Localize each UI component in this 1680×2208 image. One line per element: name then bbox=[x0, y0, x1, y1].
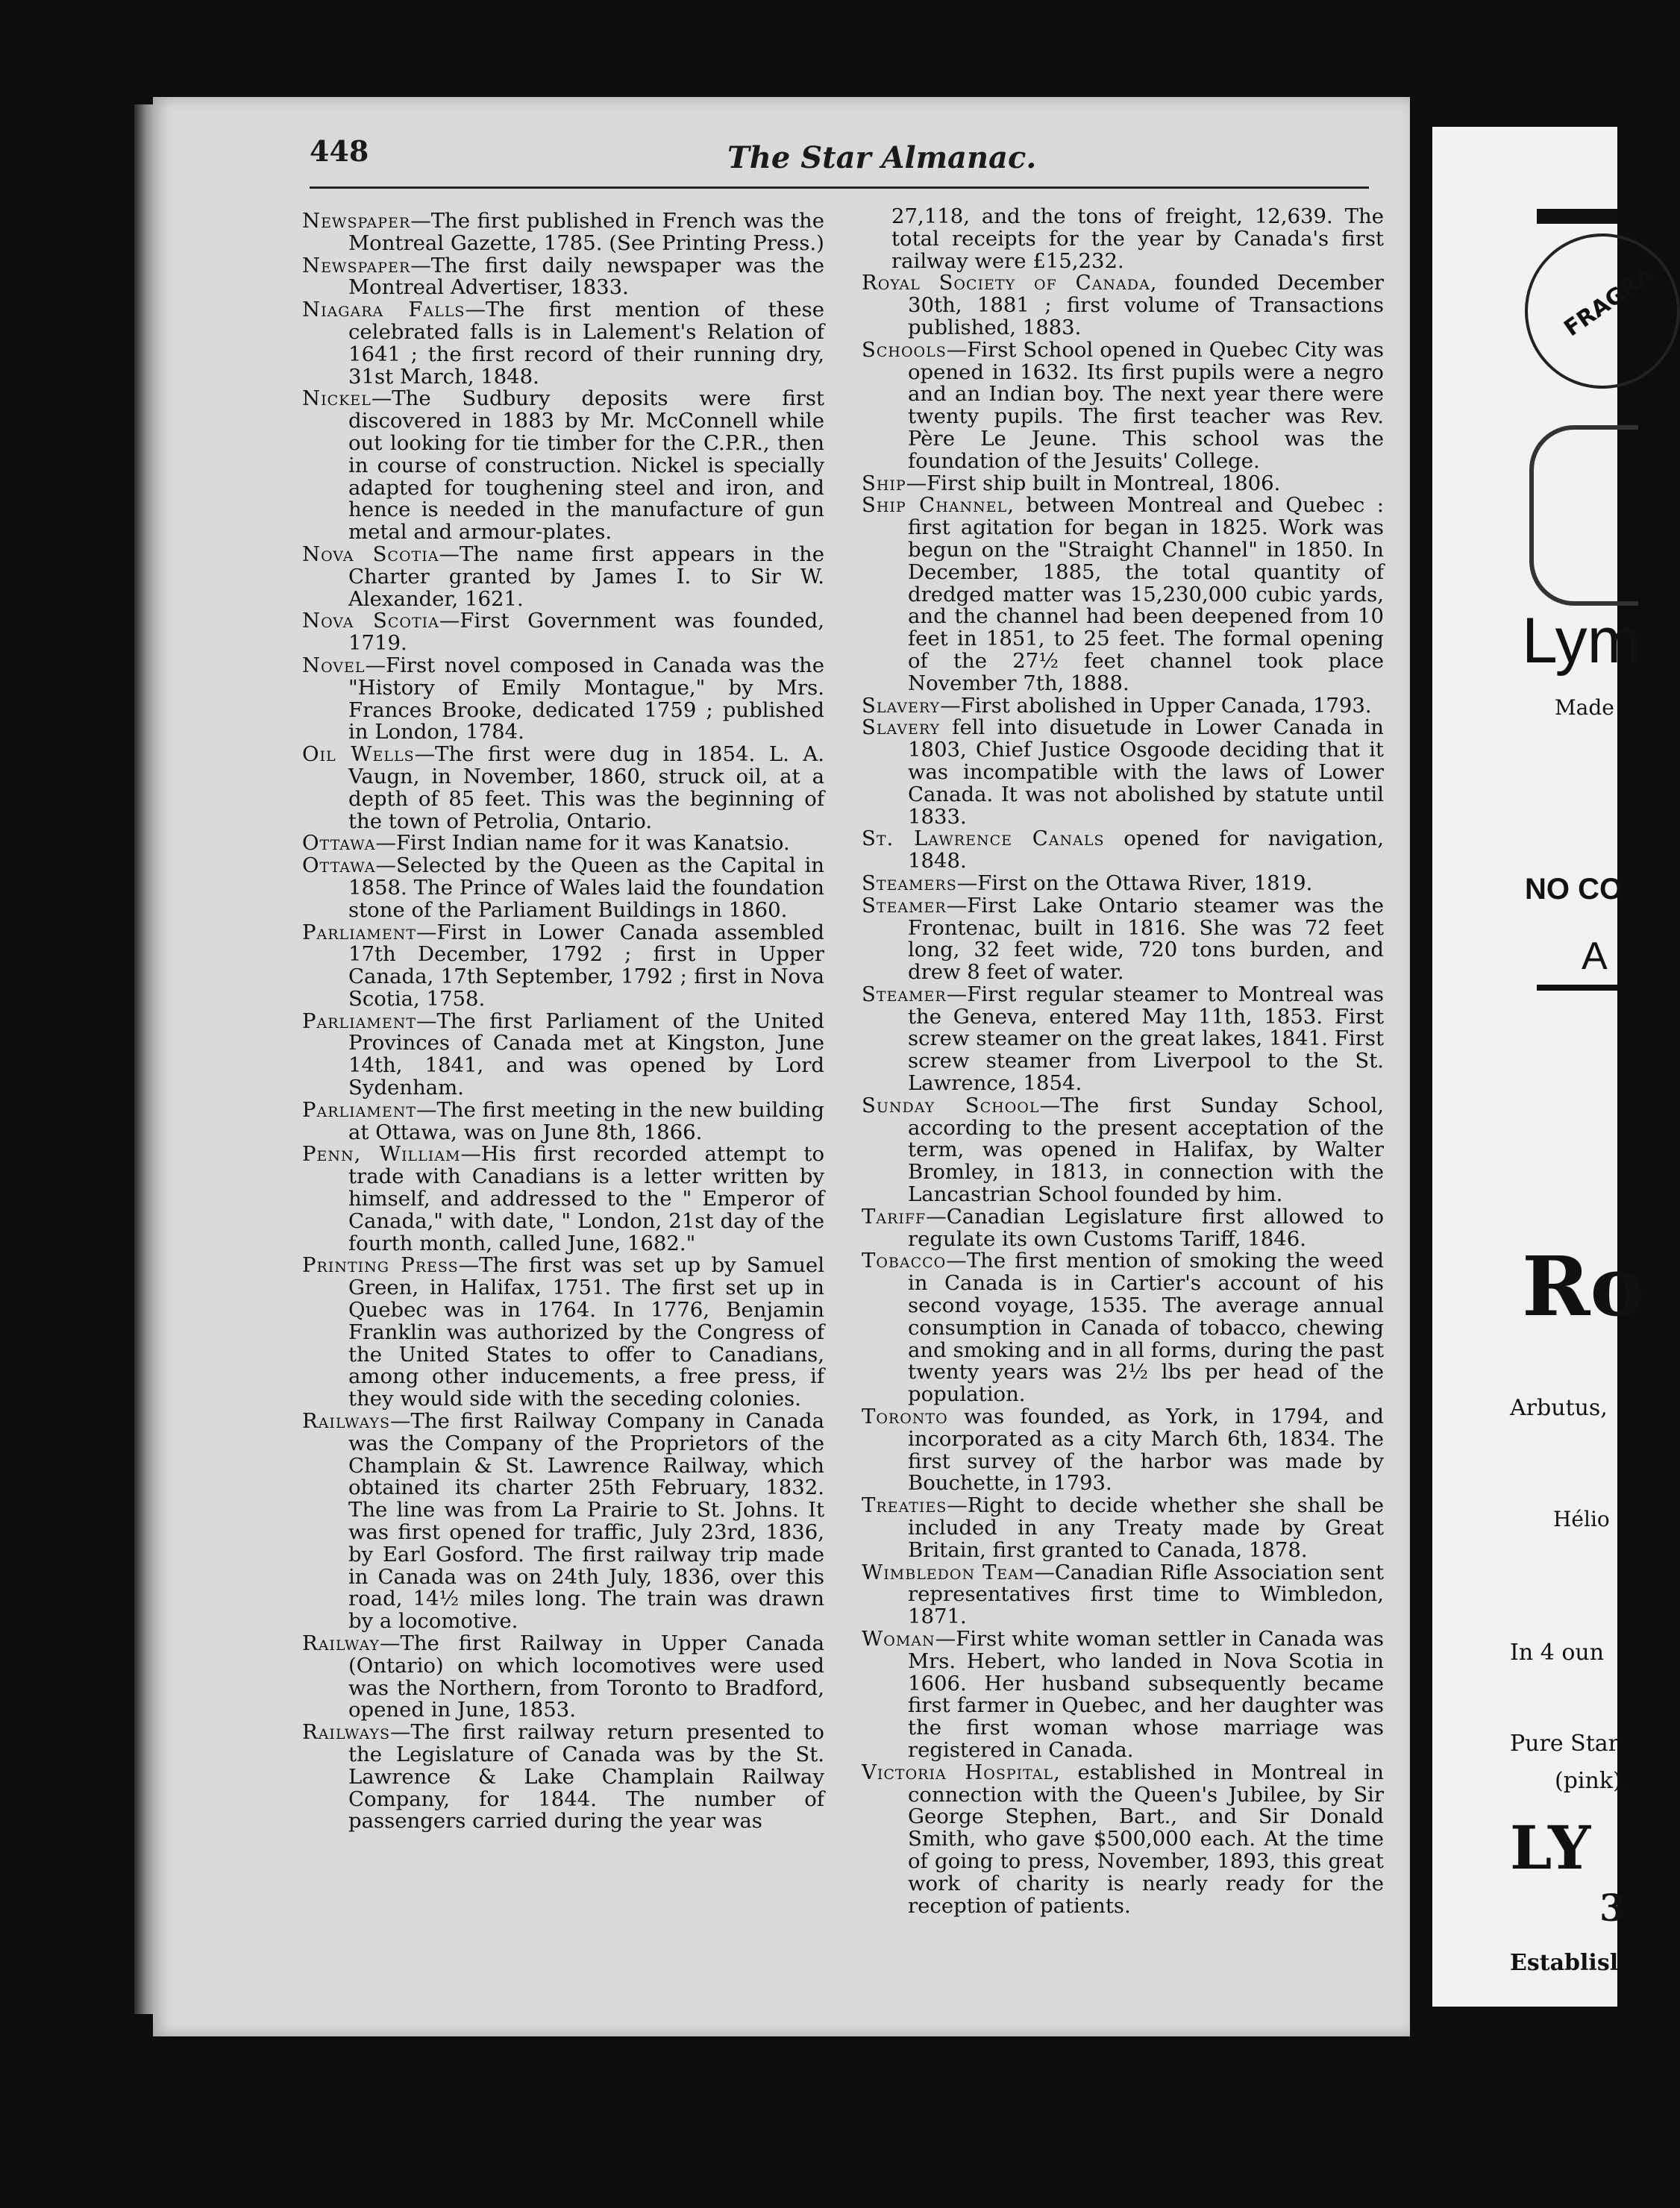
entry-term: Nova Scotia bbox=[302, 609, 439, 633]
entry-text: —First Lake Ontario steamer was the Frontenac, built in 1816. She was 72 feet long, 32 feet wide, 720 tons burden, and drew 8 feet of water. bbox=[908, 893, 1384, 985]
entry-term: Ottawa bbox=[302, 831, 376, 856]
entry-text: —First in Lower Canada assembled 17th December, 1792 ; first in Upper Canada, 17th September, 1792 ; first in Nova Scotia, 1758. bbox=[348, 920, 824, 1011]
pink-line: (pink), bbox=[1555, 1768, 1629, 1794]
entry-text: —The first daily newspaper was the Montreal Advertiser, 1833. bbox=[348, 253, 824, 300]
adjacent-page bbox=[1432, 127, 1659, 2007]
almanac-entry bbox=[302, 610, 824, 655]
entry-text: —First abolished in Upper Canada, 1793. bbox=[940, 693, 1372, 718]
entry-term: Slavery bbox=[862, 715, 941, 740]
entry-text: —The first Sunday School, according to the present acceptation of the term, was opened in Halifax, by Walter Bromley, in 1813, in connection with the Lancastrian School founded by him. bbox=[908, 1093, 1384, 1207]
almanac-entry bbox=[302, 1633, 824, 1722]
entry-text: fell into disuetude in Lower Canada in 1803, Chief Justice Osgoode deciding that it was incompatible with the laws of Lower Canada. It was not abolished by statute until 1833. bbox=[908, 715, 1384, 829]
entry-term: Wimbledon Team bbox=[862, 1560, 1035, 1584]
decorative-emblem bbox=[1529, 425, 1638, 606]
almanac-entry bbox=[302, 832, 824, 855]
entry-text: , between Montreal and Quebec : first agitation for began in 1825. Work was begun on the "Straight Channel" in 1850. In December, 1885, the total quantity of dredged matter was 15,230,000 cubic yards, and the channel had been deepened from 10 feet in 1851, to 25 feet. The formal opening of the 27½ feet channel took place November 7th, 1888. bbox=[908, 493, 1384, 695]
entry-text: —Right to decide whether she shall be included in any Treaty made by Great Britain, first granted to Canada, 1878. bbox=[908, 1493, 1384, 1562]
left-column bbox=[302, 210, 824, 1833]
entry-text: , founded December 30th, 1881 ; first volume of Transactions published, 1883. bbox=[908, 271, 1384, 339]
entry-text: —The name first appears in the Charter granted by James I. to Sir W. Alexander, 1621. bbox=[348, 542, 825, 611]
entry-term: Tariff bbox=[862, 1204, 927, 1229]
entry-term: Ottawa bbox=[302, 853, 376, 878]
entry-term: Railways bbox=[302, 1720, 390, 1745]
almanac-entry bbox=[302, 655, 824, 744]
almanac-entry bbox=[862, 695, 1384, 718]
entry-term: Railways bbox=[302, 1409, 390, 1434]
pure-star-line: Pure Star bbox=[1510, 1731, 1619, 1757]
top-rule bbox=[1537, 209, 1617, 224]
brand-name-partial: Lym bbox=[1522, 605, 1641, 677]
entry-term: Steamer bbox=[862, 982, 947, 1006]
almanac-entry bbox=[302, 1097, 824, 1144]
right-column bbox=[862, 206, 1384, 1917]
almanac-entry bbox=[862, 495, 1384, 694]
entry-text: —First ship built in Montreal, 1806. bbox=[906, 471, 1281, 495]
almanac-entry bbox=[862, 1095, 1384, 1206]
entry-text: —First on the Ottawa River, 1819. bbox=[956, 871, 1313, 895]
entry-term: Newspaper bbox=[302, 253, 411, 277]
a-line: A bbox=[1582, 935, 1608, 978]
entry-term: Tobacco bbox=[862, 1249, 947, 1273]
almanac-entry bbox=[862, 1406, 1384, 1495]
established-line: Establisl bbox=[1510, 1950, 1619, 1976]
entry-text: —The first was set up by Samuel Green, in Halifax, 1751. The first set up in Quebec was in 1764. In 1776, Benjamin Franklin was authorized by the Congress of the United States to offer to Canadians, among other inducements, a free press, if they would side with the seceding colonies. bbox=[348, 1253, 824, 1411]
almanac-entry bbox=[302, 210, 824, 255]
entry-text: was founded, as York, in 1794, and incorporated as a city March 6th, 1834. The first survey of the harbor was made by Bouchette, in 1793. bbox=[908, 1405, 1384, 1496]
entry-text: —The Sudbury deposits were first discovered in 1883 by Mr. McConnell while out looking for tie timber for the C.P.R., then in course of construction. Nickel is specially adapted for toughening steel and iron, and hence is needed in the manufacture of gun metal and armour-plates. bbox=[348, 386, 824, 545]
almanac-entry bbox=[862, 1762, 1384, 1918]
almanac-entry bbox=[302, 388, 824, 544]
almanac-entry bbox=[862, 984, 1384, 1095]
entry-term: Steamers bbox=[862, 871, 957, 895]
entry-term: Nova Scotia bbox=[302, 542, 439, 566]
entry-term: Ship bbox=[862, 471, 906, 495]
entry-term: Steamer bbox=[862, 893, 947, 918]
almanac-entry bbox=[862, 1206, 1384, 1251]
entry-term: Treaties bbox=[862, 1493, 947, 1518]
almanac-entry bbox=[302, 1011, 824, 1100]
almanac-entry bbox=[862, 339, 1384, 473]
entry-text: —Canadian Legislature first allowed to regulate its own Customs Tariff, 1846. bbox=[908, 1204, 1384, 1251]
almanac-entry bbox=[302, 855, 824, 921]
entry-term: Toronto bbox=[862, 1405, 948, 1429]
entry-term: Printing Press bbox=[302, 1253, 459, 1278]
almanac-entry bbox=[302, 1144, 824, 1255]
almanac-entry bbox=[302, 922, 824, 1011]
entry-text: —First Indian name for it was Kanatsio. bbox=[375, 831, 790, 856]
entry-text: —The first mention of smoking the weed in Canada is in Cartier's account of his second voyage, 1535. The average annual consumption in Canada of tobacco, chewing and smoking and in all forms, during the past twenty years was 2½ lbs per head of the population. bbox=[908, 1249, 1384, 1407]
helio-line: Hélio bbox=[1553, 1507, 1610, 1531]
entry-text: , established in Montreal in connection with the Queen's Jubilee, by Sir George Stephen, Bart., and Sir Donald Smith, who gave $500,000 each. At the time of going to press, November, 1893, this great work of charity is nearly ready for the reception of patients. bbox=[908, 1760, 1384, 1918]
entry-text: —The first mention of these celebrated falls is in Lalement's Relation of 1641 ; the first record of their running dry, 31st March, 1848. bbox=[348, 298, 824, 389]
almanac-entry bbox=[862, 895, 1384, 984]
entry-text: —The first Railway Company in Canada was the Company of the Proprietors of the Champlain & St. Lawrence Railway, which obtained its charter 25th February, 1832. The line was from La Prairie to St. Johns. It was first opened for traffic, July 23rd, 1836, by Earl Gosford. The first railway trip made in Canada was on 24th July, 1836, over this road, 14½ miles long. The train was drawn by a locomotive. bbox=[348, 1409, 824, 1634]
entry-text: —Canadian Rifle Association sent representatives first time to Wimbledon, 1871. bbox=[908, 1560, 1384, 1629]
almanac-entry bbox=[862, 1628, 1384, 1762]
almanac-entry bbox=[862, 828, 1384, 873]
entry-text: —First Government was founded, 1719. bbox=[348, 609, 824, 656]
almanac-entry bbox=[862, 272, 1384, 339]
almanac-entry bbox=[862, 473, 1384, 495]
entry-text: —First novel composed in Canada was the "History of Emily Montague," by Mrs. Frances Brooke, dedicated 1759 ; published in London, 1784. bbox=[348, 653, 824, 744]
made-line: Made bbox=[1555, 695, 1614, 720]
entry-text: —The first published in French was the Montreal Gazette, 1785. (See Printing Press.) bbox=[348, 209, 824, 255]
seal-text: FRAGRA bbox=[1559, 261, 1659, 342]
almanac-entry bbox=[302, 744, 824, 832]
entry-term: Royal Society of Canada bbox=[862, 271, 1150, 295]
almanac-entry bbox=[862, 206, 1384, 272]
almanac-entry bbox=[302, 1255, 824, 1411]
entry-term: Slavery bbox=[862, 693, 941, 718]
running-title: The Star Almanac. bbox=[727, 140, 1037, 175]
page-number: 448 bbox=[310, 134, 369, 168]
seal-emblem bbox=[1525, 233, 1680, 389]
almanac-entry bbox=[302, 299, 824, 388]
entry-term: Ship Channel bbox=[862, 493, 1008, 518]
three-line: 3 bbox=[1599, 1886, 1626, 1930]
entry-text: —First regular steamer to Montreal was the Geneva, entered May 11th, 1853. First screw steamer on the great lakes, 1841. First screw steamer from Liverpool to the St. Lawrence, 1854. bbox=[908, 982, 1384, 1096]
entry-term: Schools bbox=[862, 337, 947, 362]
almanac-entry bbox=[862, 717, 1384, 828]
entry-text: —The first meeting in the new building at Ottawa, was on June 8th, 1866. bbox=[348, 1097, 824, 1144]
almanac-entry bbox=[302, 255, 824, 300]
entry-term: Sunday School bbox=[862, 1093, 1040, 1117]
divider-rule bbox=[1537, 985, 1617, 991]
almanac-entry bbox=[302, 1411, 824, 1633]
page-header bbox=[310, 134, 1369, 189]
entry-term: Nickel bbox=[302, 386, 372, 411]
entry-text: opened for navigation, 1848. bbox=[908, 827, 1384, 874]
almanac-entry bbox=[862, 1495, 1384, 1561]
ly-heading: LY bbox=[1510, 1813, 1591, 1883]
almanac-page bbox=[153, 97, 1410, 2036]
entry-term: Novel bbox=[302, 653, 366, 677]
ro-heading: Ro bbox=[1522, 1238, 1645, 1334]
entry-term: Penn, William bbox=[302, 1142, 461, 1167]
entry-term: Railway bbox=[302, 1631, 380, 1655]
almanac-entry bbox=[862, 1250, 1384, 1406]
entry-text: —Selected by the Queen as the Capital in 1858. The Prince of Wales laid the foundation stone of the Parliament Buildings in 1860. bbox=[348, 853, 824, 922]
ounces-line: In 4 oun bbox=[1510, 1640, 1605, 1666]
entry-term: Niagara Falls bbox=[302, 298, 466, 322]
notice-line: NO CO bbox=[1525, 873, 1623, 906]
entry-term: Victoria Hospital bbox=[862, 1760, 1054, 1784]
almanac-entry bbox=[862, 873, 1384, 895]
entry-term: St. Lawrence Canals bbox=[862, 827, 1105, 851]
entry-term: Woman bbox=[862, 1627, 935, 1651]
entry-term: Parliament bbox=[302, 1097, 416, 1122]
entry-term: Parliament bbox=[302, 1009, 416, 1033]
entry-text: —First white woman settler in Canada was Mrs. Hebert, who landed in Nova Scotia in 1606. Her husband subsequently became first farmer in Quebec, and her daughter was the first woman whose marriage was registered in Canada. bbox=[908, 1627, 1384, 1762]
almanac-entry bbox=[302, 1722, 824, 1833]
entry-term: Parliament bbox=[302, 920, 416, 944]
almanac-entry bbox=[862, 1562, 1384, 1628]
entry-text: —His first recorded attempt to trade with Canadians is a letter written by himself, and addressed to the " Emperor of Canada," with date, " London, 21st day of the fourth month, called June, 1682." bbox=[348, 1142, 825, 1255]
arbutus-line: Arbutus, bbox=[1510, 1395, 1608, 1421]
almanac-entry bbox=[302, 544, 824, 610]
entry-text: 27,118, and the tons of freight, 12,639. The total receipts for the year by Canada's first railway were £15,232. bbox=[891, 204, 1384, 273]
entry-text: —The first were dug in 1854. L. A. Vaugn, in November, 1860, struck oil, at a depth of 85 feet. This was the beginning of the town of Petrolia, Ontario. bbox=[348, 742, 824, 833]
entry-term: Oil Wells bbox=[302, 742, 415, 767]
entry-text: —The first railway return presented to the Legislature of Canada was by the St. Lawrence & Lake Champlain Railway Company, for 1844. The number of passengers carried during the year was bbox=[348, 1720, 824, 1834]
entry-text: —The first Railway in Upper Canada (Ontario) on which locomotives were used was the Northern, from Toronto to Bradford, opened in June, 1853. bbox=[348, 1631, 824, 1722]
entry-term: Newspaper bbox=[302, 209, 411, 233]
entry-text: —The first Parliament of the United Provinces of Canada met at Kingston, June 14th, 1841, and was opened by Lord Sydenham. bbox=[348, 1009, 824, 1100]
entry-text: —First School opened in Quebec City was opened in 1632. Its first pupils were a negro and an Indian boy. The next year there were twenty pupils. The first teacher was Rev. Père Le Jeune. This school was the foundation of the Jesuits' College. bbox=[908, 337, 1384, 473]
